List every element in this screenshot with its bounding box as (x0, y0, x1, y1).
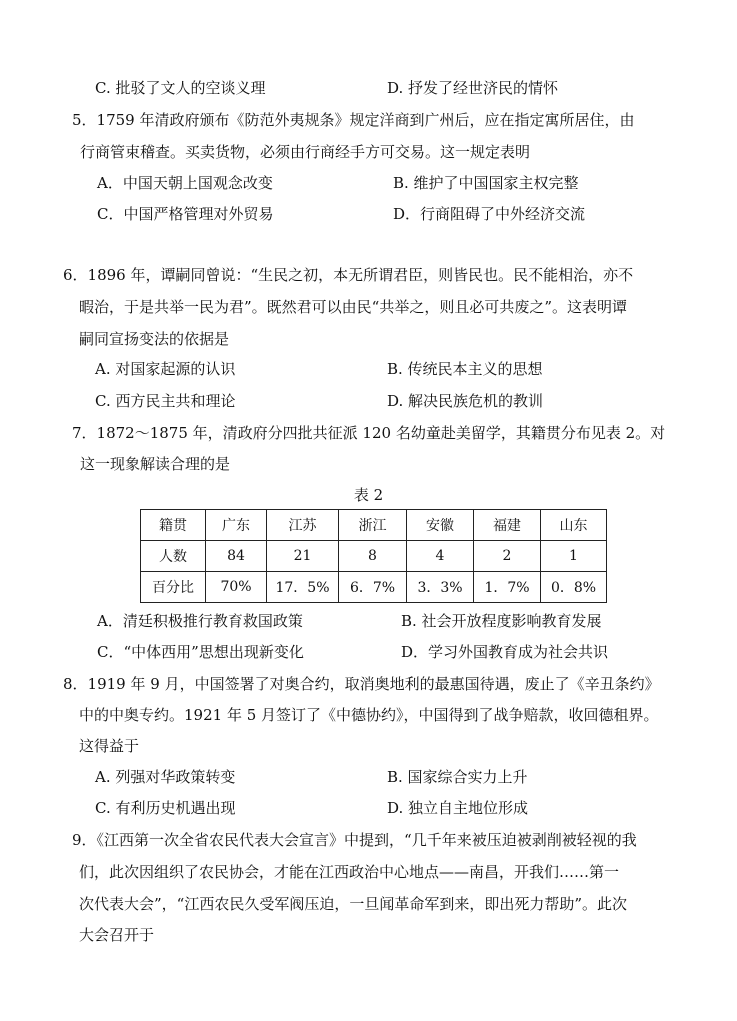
q8-stem-line-1: 8．1919 年 9 月，中国签署了对奥合约，取消奥地利的最惠国待遇，废止了《辛丑条约》 (63, 675, 660, 693)
table-cell: 21 (267, 541, 339, 572)
q5-option-b: B. 维护了中国国家主权完整 (393, 174, 579, 192)
q6-option-a: A. 对国家起源的认识 (95, 360, 236, 378)
q9-stem-line-3: 次代表大会”，“江西农民久受军阀压迫，一旦闻革命军到来，即出死力帮助”。此次 (79, 895, 628, 913)
table-cell: 84 (206, 541, 267, 572)
q7-option-a: A．清廷积极推行教育救国政策 (97, 612, 303, 630)
q8-option-d: D. 独立自主地位形成 (387, 799, 529, 817)
q8-stem-line-3: 这得益于 (79, 737, 140, 755)
table-cell: 安徽 (407, 510, 474, 541)
table-row (141, 541, 607, 572)
q6-option-b: B. 传统民本主义的思想 (387, 360, 543, 378)
q7-option-b: B. 社会开放程度影响教育发展 (401, 612, 602, 630)
table-cell: 70% (206, 572, 267, 603)
table-cell: 山东 (541, 510, 607, 541)
table-cell: 广东 (206, 510, 267, 541)
q6-stem-line-2: 暇治，于是共举一民为君”。既然君可以由民“共举之，则且必可共废之”。这表明谭 (79, 298, 628, 316)
table-cell: 8 (339, 541, 407, 572)
table-cell: 百分比 (141, 572, 206, 603)
q8-option-a: A. 列强对华政策转变 (95, 768, 236, 786)
table-cell: 6．7% (339, 572, 407, 603)
q6-stem-line-3: 嗣同宣扬变法的依据是 (79, 330, 230, 348)
q7-option-c: C．“中体西用”思想出现新变化 (97, 643, 304, 661)
q9-stem-line-4: 大会召开于 (79, 926, 155, 944)
table-caption: 表 2 (353, 486, 384, 504)
table-cell: 福建 (474, 510, 541, 541)
table-cell: 1 (541, 541, 607, 572)
table-cell: 人数 (141, 541, 206, 572)
table-cell: 3．3% (407, 572, 474, 603)
table-cell: 江苏 (267, 510, 339, 541)
q5-stem-line-1: 5．1759 年清政府颁布《防范外夷规条》规定洋商到广州后，应在指定寓所居住，由 (72, 111, 635, 129)
q5-option-a: A．中国天朝上国观念改变 (97, 174, 273, 192)
q4-option-d: D. 抒发了经世济民的情怀 (387, 79, 559, 97)
table-cell: 4 (407, 541, 474, 572)
q7-stem-line-1: 7．1872～1875 年，清政府分四批共征派 120 名幼童赴美留学，其籍贯分布见表 2。对 (72, 424, 666, 442)
table-row (141, 572, 607, 603)
origin-distribution-table (140, 509, 607, 603)
q7-stem-line-2: 这一现象解读合理的是 (80, 455, 231, 473)
q5-option-d: D．行商阻碍了中外经济交流 (393, 205, 586, 223)
table-cell: 籍贯 (141, 510, 206, 541)
q6-option-c: C. 西方民主共和理论 (95, 392, 236, 410)
table-cell: 17．5% (267, 572, 339, 603)
q9-stem-line-1: 9．《江西第一次全省农民代表大会宣言》中提到，“几千年来被压迫被剥削被轻视的我 (72, 831, 637, 849)
q6-option-d: D. 解决民族危机的教训 (387, 392, 544, 410)
q4-option-c: C. 批驳了文人的空谈义理 (95, 79, 266, 97)
q8-stem-line-2: 中的中奥专约。1921 年 5 月签订了《中德协约》，中国得到了战争赔款，收回德租界。 (79, 706, 659, 724)
table-cell: 浙江 (339, 510, 407, 541)
q5-option-c: C．中国严格管理对外贸易 (97, 205, 274, 223)
q5-stem-line-2: 行商管束稽查。买卖货物，必须由行商经手方可交易。这一规定表明 (80, 143, 531, 161)
table-cell: 0．8% (541, 572, 607, 603)
q7-option-d: D．学习外国教育成为社会共识 (401, 643, 609, 661)
q8-option-b: B. 国家综合实力上升 (387, 768, 528, 786)
q9-stem-line-2: 们，此次因组织了农民协会，才能在江西政治中心地点——南昌，开我们……第一 (79, 863, 620, 881)
table-cell: 2 (474, 541, 541, 572)
q6-stem-line-1: 6．1896 年，谭嗣同曾说：“生民之初，本无所谓君臣，则皆民也。民不能相治，亦不 (63, 266, 634, 284)
table-cell: 1．7% (474, 572, 541, 603)
table-row (141, 510, 607, 541)
q8-option-c: C. 有利历史机遇出现 (95, 799, 236, 817)
